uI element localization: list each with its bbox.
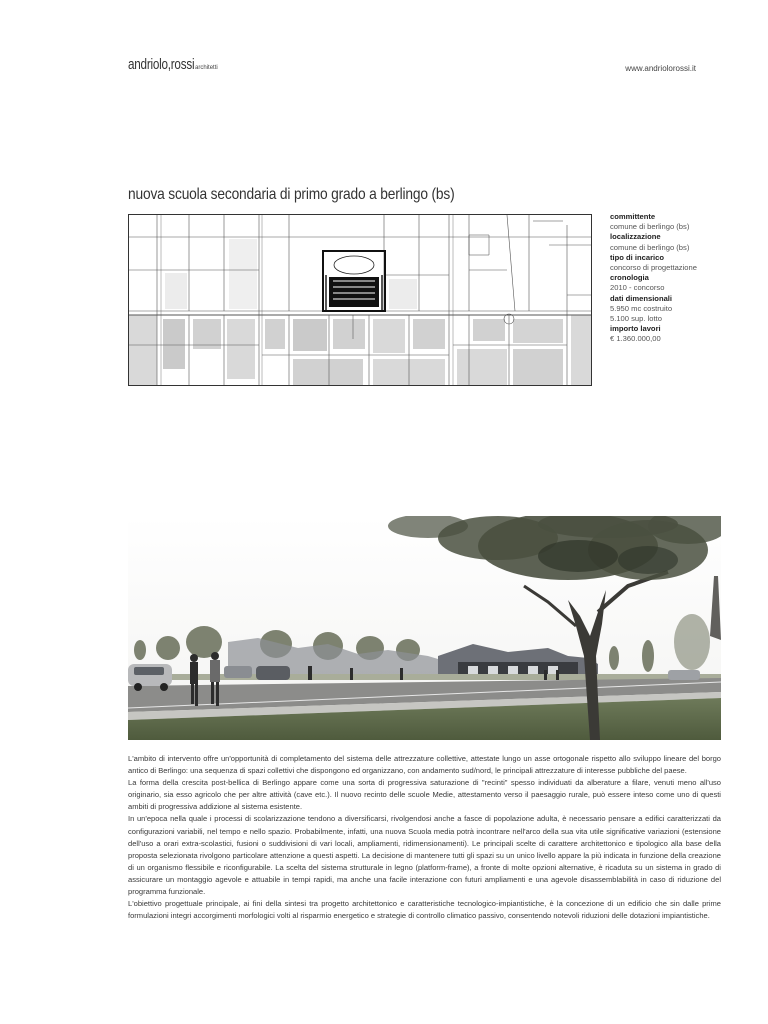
description-paragraph: L'obiettivo progettuale principale, ai fini della sintesi tra progetto architettonico e caratteristiche tecnologico-impiantistiche, è la concezione di un edificio che sin dalle prime formulazioni integri accorgimenti morfologici volti al risparmio energetico e strategie di controllo climatico passivo, consentendo notevoli riduzioni delle dotazioni impiantistiche. <box>128 899 721 921</box>
info-value: 5.950 mc costruito <box>610 303 673 313</box>
info-label: localizzazione <box>610 232 661 242</box>
info-value: comune di berlingo (bs) <box>610 222 690 232</box>
description-paragraph: L'ambito di intervento offre un'opportunità di completamento del sistema delle attrezzature collettive, attestate lungo un asse ortogonale rispetto allo sviluppo lineare del borgo antico di Berlingo: una sequenza di spazi collettivi che dispongono ed organizzano, con andamento sud/nord, le principali attrezzature di interesse pubbliche del paese. <box>128 754 721 776</box>
website-link[interactable]: www.andriolorossi.it <box>625 64 696 73</box>
project-info <box>610 212 760 345</box>
info-dati-dimensionali <box>610 294 760 325</box>
info-committente <box>610 212 760 232</box>
info-label: committente <box>610 212 656 221</box>
description-paragraph: La forma della crescita post-bellica di Berlingo appare come una sorta di progressiva saturazione di "recinti" spesso individuati da alberature a filare, venuti meno all'uso originario, sia esso agricolo che per altre attività (cave etc.). Il nuovo recinto delle scuole Medie, attestamento verso il paesaggio rurale, può essere inteso come uno di questi ambiti di progressiva addizione al sistema esistente. <box>128 778 721 812</box>
info-value: 2010 - concorso <box>610 283 665 293</box>
info-value: concorso di progettazione <box>610 263 697 273</box>
brand-logo <box>128 56 218 74</box>
info-tipo-incarico <box>610 253 760 273</box>
info-value: comune di berlingo (bs) <box>610 242 690 252</box>
info-value: € 1.360.000,00 <box>610 334 661 344</box>
info-label: importo lavori <box>610 324 661 334</box>
project-rendering-image <box>128 516 721 740</box>
site-plan-image <box>128 214 592 386</box>
info-importo-lavori <box>610 324 760 344</box>
info-label: tipo di incarico <box>610 252 665 262</box>
info-label: dati dimensionali <box>610 293 673 303</box>
brand-name: andriolo,rossi <box>128 56 195 73</box>
info-cronologia <box>610 273 760 293</box>
project-description <box>128 753 721 922</box>
info-localizzazione <box>610 232 760 252</box>
info-value: 5.100 sup. lotto <box>610 314 662 324</box>
project-title: nuova scuola secondaria di primo grado a berlingo (bs) <box>128 186 455 203</box>
info-label: cronologia <box>610 273 649 283</box>
description-paragraph: In un'epoca nella quale i processi di scolarizzazione tendono a diversificarsi, rivolgendosi anche a fasce di popolazione adulta, è necessario pensare a edifici caratterizzati da configurazioni variabili, nel tempo e nello spazio. Probabilmente, infatti, una nuova Scuola media potrà incontrare nell'arco della sua vita utile significative variazioni (estensione dell'uso a orari extra-scolastici, fusioni o suddivisioni di vari locali, ampliamenti, ridimensionamenti). Le principali scelte di carattere architettonico e tipologico alla base della proposta selezionata rivolgono particolare attenzione a questi aspetti. La decisione di mantenere tutti gli spazi su un unico livello appare la più indicata in funzione della creazione di un organismo flessibile e riconfigurabile. La scelta del sistema strutturale in legno (platform-frame), a fronte di molte opzioni alternative, è ricaduta su un sistema in grado di assicurare un montaggio agevole e attuabile in tempi rapidi, ma anche una facile interazione con futuri ampliamenti e una agevole disassemblabilità in caso di riduzione del programma funzionale. <box>128 814 721 897</box>
brand-subtitle: architetti <box>195 65 218 71</box>
